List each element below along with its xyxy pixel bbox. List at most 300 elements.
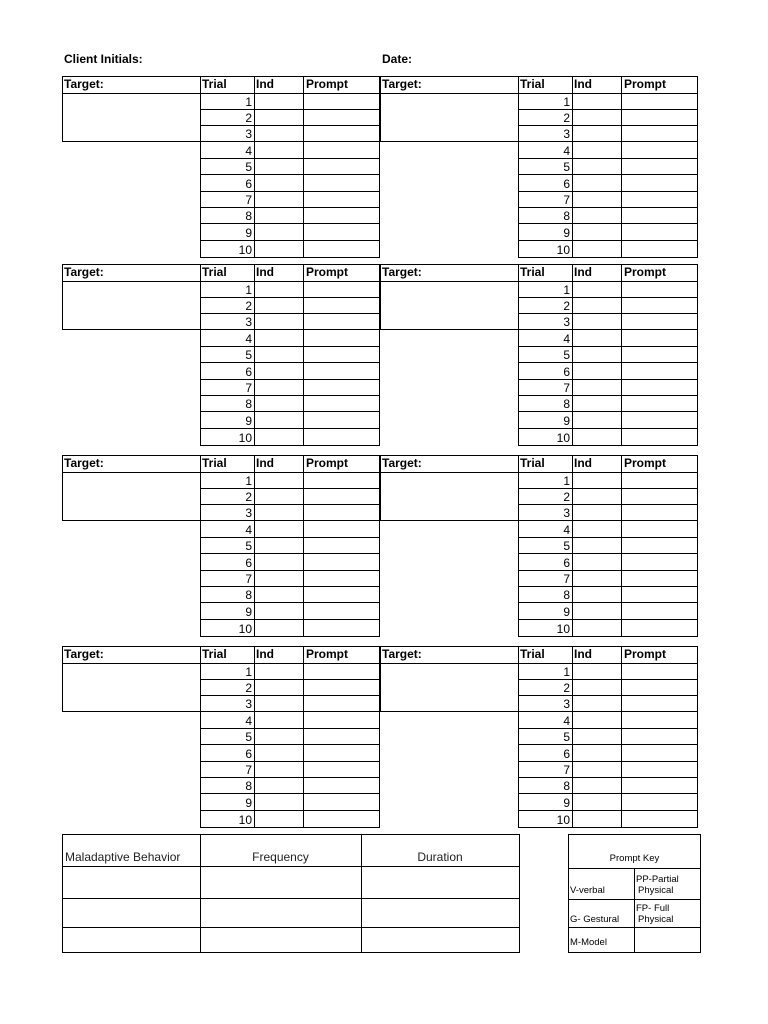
ind-cell[interactable]	[255, 175, 303, 191]
ind-cell[interactable]	[255, 745, 303, 761]
prompt-cell[interactable]	[622, 429, 697, 445]
prompt-cell[interactable]	[622, 538, 697, 553]
ind-cell[interactable]	[255, 380, 303, 395]
prompt-cell[interactable]	[304, 298, 379, 313]
target-input-area[interactable]	[63, 282, 200, 329]
trial-number: 9	[563, 604, 570, 619]
trial-number: 9	[245, 225, 252, 240]
trial-number: 2	[563, 111, 570, 125]
behavior-cell[interactable]	[63, 899, 200, 927]
ind-cell[interactable]	[573, 521, 621, 537]
target-input-area[interactable]	[63, 664, 200, 711]
target-label: Target:	[382, 456, 422, 470]
trial-number: 3	[563, 315, 570, 329]
trial-number: 10	[238, 812, 252, 827]
prompt-cell[interactable]	[304, 412, 379, 428]
prompt-key-gestural: G- Gestural	[570, 914, 620, 925]
trial-number: 5	[245, 160, 252, 174]
prompt-cell[interactable]	[622, 521, 697, 537]
ind-cell[interactable]	[255, 521, 303, 537]
prompt-cell[interactable]	[622, 412, 697, 428]
prompt-header: Prompt	[624, 77, 666, 91]
ind-cell[interactable]	[255, 473, 303, 488]
prompt-cell[interactable]	[304, 175, 379, 191]
ind-cell[interactable]	[573, 208, 621, 223]
ind-cell[interactable]	[255, 347, 303, 362]
prompt-cell[interactable]	[622, 330, 697, 346]
trial-number: 9	[563, 413, 570, 428]
ind-cell[interactable]	[255, 298, 303, 313]
ind-cell[interactable]	[573, 363, 621, 379]
ind-cell[interactable]	[255, 241, 303, 257]
ind-cell[interactable]	[573, 126, 621, 141]
ind-cell[interactable]	[255, 282, 303, 297]
ind-cell[interactable]	[573, 778, 621, 793]
ind-cell[interactable]	[255, 712, 303, 728]
trial-number: 3	[245, 127, 252, 141]
trial-number: 4	[563, 331, 570, 346]
trial-number: 2	[245, 681, 252, 695]
trial-block	[380, 264, 698, 446]
ind-cell[interactable]	[573, 94, 621, 109]
ind-header: Ind	[574, 647, 592, 661]
target-input-area[interactable]	[63, 94, 200, 141]
ind-header: Ind	[574, 265, 592, 279]
frequency-cell[interactable]	[201, 867, 361, 898]
trial-number: 8	[563, 588, 570, 602]
trial-number: 7	[563, 193, 570, 207]
date-label: Date:	[382, 52, 413, 66]
ind-cell[interactable]	[255, 314, 303, 329]
target-label: Target:	[64, 77, 104, 91]
trial-number: 3	[563, 697, 570, 711]
ind-cell[interactable]	[573, 762, 621, 777]
ind-cell[interactable]	[573, 347, 621, 362]
trial-number: 9	[245, 604, 252, 619]
prompt-cell[interactable]	[622, 778, 697, 793]
behavior-cell[interactable]	[63, 928, 200, 952]
trial-header: Trial	[202, 647, 227, 661]
maladaptive-behavior-table	[62, 834, 520, 953]
trial-number: 5	[245, 348, 252, 362]
prompt-cell[interactable]	[622, 762, 697, 777]
prompt-cell[interactable]	[304, 224, 379, 240]
ind-cell[interactable]	[255, 538, 303, 553]
trial-number: 1	[245, 474, 252, 488]
prompt-cell[interactable]	[304, 192, 379, 207]
prompt-cell[interactable]	[304, 429, 379, 445]
prompt-cell[interactable]	[622, 363, 697, 379]
ind-cell[interactable]	[255, 571, 303, 586]
trial-number: 8	[245, 397, 252, 411]
prompt-cell[interactable]	[622, 794, 697, 810]
target-input-area[interactable]	[381, 664, 518, 711]
ind-cell[interactable]	[255, 489, 303, 504]
prompt-cell[interactable]	[304, 505, 379, 520]
prompt-cell[interactable]	[304, 380, 379, 395]
ind-header: Ind	[256, 456, 274, 470]
ind-cell[interactable]	[255, 94, 303, 109]
prompt-header: Prompt	[306, 265, 348, 279]
ind-cell[interactable]	[573, 696, 621, 711]
prompt-header: Prompt	[624, 647, 666, 661]
trial-number: 2	[563, 299, 570, 313]
prompt-cell[interactable]	[622, 489, 697, 504]
prompt-cell[interactable]	[304, 587, 379, 602]
ind-cell[interactable]	[573, 412, 621, 428]
trial-number: 4	[245, 522, 252, 537]
ind-header: Ind	[256, 265, 274, 279]
ind-cell[interactable]	[573, 473, 621, 488]
prompt-cell[interactable]	[622, 571, 697, 586]
prompt-cell[interactable]	[304, 126, 379, 141]
ind-cell[interactable]	[255, 664, 303, 679]
trial-number: 3	[245, 697, 252, 711]
trial-number: 6	[245, 746, 252, 761]
ind-header: Ind	[574, 77, 592, 91]
ind-cell[interactable]	[573, 712, 621, 728]
ind-header: Ind	[256, 647, 274, 661]
trial-number: 5	[245, 539, 252, 553]
prompt-cell[interactable]	[304, 620, 379, 636]
prompt-key-partial-physical-2: Physical	[638, 885, 674, 896]
target-input-area[interactable]	[381, 94, 518, 141]
ind-cell[interactable]	[255, 330, 303, 346]
ind-cell[interactable]	[573, 192, 621, 207]
target-input-area[interactable]	[63, 473, 200, 520]
prompt-cell[interactable]	[304, 729, 379, 744]
prompt-key-verbal: V-verbal	[570, 885, 605, 896]
ind-cell[interactable]	[573, 175, 621, 191]
ind-header: Ind	[574, 456, 592, 470]
trial-header: Trial	[520, 456, 545, 470]
ind-cell[interactable]	[573, 380, 621, 395]
prompt-cell[interactable]	[304, 571, 379, 586]
trial-block	[62, 646, 380, 828]
ind-cell[interactable]	[573, 571, 621, 586]
trial-number: 5	[563, 539, 570, 553]
ind-cell[interactable]	[573, 794, 621, 810]
ind-cell[interactable]	[573, 224, 621, 240]
trial-header: Trial	[202, 265, 227, 279]
prompt-cell[interactable]	[622, 603, 697, 619]
prompt-cell[interactable]	[622, 380, 697, 395]
prompt-cell[interactable]	[304, 538, 379, 553]
ind-cell[interactable]	[255, 396, 303, 411]
trial-number: 9	[563, 795, 570, 810]
ind-cell[interactable]	[573, 505, 621, 520]
prompt-cell[interactable]	[304, 794, 379, 810]
prompt-header: Prompt	[306, 77, 348, 91]
trial-number: 1	[563, 95, 570, 109]
prompt-cell[interactable]	[622, 159, 697, 174]
prompt-cell[interactable]	[622, 505, 697, 520]
trial-number: 10	[238, 621, 252, 636]
trial-number: 6	[563, 555, 570, 570]
trial-number: 1	[563, 283, 570, 297]
prompt-key-full-physical-2: Physical	[638, 914, 674, 925]
prompt-cell[interactable]	[622, 241, 697, 257]
prompt-cell[interactable]	[622, 680, 697, 695]
trial-number: 5	[563, 348, 570, 362]
prompt-cell[interactable]	[622, 664, 697, 679]
ind-cell[interactable]	[255, 208, 303, 223]
prompt-cell[interactable]	[304, 745, 379, 761]
ind-cell[interactable]	[573, 489, 621, 504]
prompt-cell[interactable]	[622, 94, 697, 109]
prompt-cell[interactable]	[304, 778, 379, 793]
ind-cell[interactable]	[573, 680, 621, 695]
prompt-cell[interactable]	[304, 489, 379, 504]
ind-cell[interactable]	[255, 412, 303, 428]
prompt-cell[interactable]	[622, 126, 697, 141]
trial-number: 7	[245, 381, 252, 395]
prompt-header: Prompt	[306, 456, 348, 470]
prompt-cell[interactable]	[622, 696, 697, 711]
trial-number: 1	[245, 665, 252, 679]
prompt-cell[interactable]	[622, 745, 697, 761]
ind-cell[interactable]	[573, 298, 621, 313]
trial-block	[62, 264, 380, 446]
trial-number: 6	[245, 176, 252, 191]
trial-number: 5	[245, 730, 252, 744]
prompt-cell[interactable]	[622, 175, 697, 191]
trial-number: 2	[563, 490, 570, 504]
trial-number: 4	[563, 713, 570, 728]
ind-cell[interactable]	[255, 729, 303, 744]
ind-cell[interactable]	[255, 696, 303, 711]
trial-number: 6	[563, 364, 570, 379]
prompt-cell[interactable]	[304, 347, 379, 362]
trial-number: 9	[563, 225, 570, 240]
prompt-cell[interactable]	[622, 473, 697, 488]
ind-header: Ind	[256, 77, 274, 91]
duration-header: Duration	[417, 850, 463, 864]
prompt-cell[interactable]	[304, 159, 379, 174]
target-label: Target:	[64, 647, 104, 661]
target-input-area[interactable]	[381, 473, 518, 520]
ind-cell[interactable]	[255, 142, 303, 158]
trial-number: 1	[563, 665, 570, 679]
prompt-cell[interactable]	[304, 208, 379, 223]
prompt-key-full-physical-1: FP- Full	[636, 903, 670, 914]
target-input-area[interactable]	[381, 282, 518, 329]
trial-block	[62, 76, 380, 258]
trial-header: Trial	[520, 265, 545, 279]
ind-cell[interactable]	[573, 587, 621, 602]
trial-number: 8	[245, 779, 252, 793]
prompt-cell[interactable]	[304, 696, 379, 711]
trial-number: 2	[245, 490, 252, 504]
behavior-cell[interactable]	[63, 867, 200, 898]
trial-number: 2	[563, 681, 570, 695]
prompt-cell[interactable]	[622, 142, 697, 158]
trial-block	[380, 455, 698, 637]
ind-cell[interactable]	[573, 330, 621, 346]
prompt-cell[interactable]	[622, 347, 697, 362]
trial-number: 5	[563, 160, 570, 174]
duration-cell[interactable]	[362, 867, 519, 898]
prompt-cell[interactable]	[622, 110, 697, 125]
prompt-cell[interactable]	[304, 142, 379, 158]
ind-cell[interactable]	[573, 159, 621, 174]
trial-number: 8	[563, 779, 570, 793]
prompt-cell[interactable]	[304, 282, 379, 297]
prompt-cell[interactable]	[304, 473, 379, 488]
prompt-cell[interactable]	[304, 811, 379, 827]
prompt-cell[interactable]	[304, 603, 379, 619]
ind-cell[interactable]	[573, 729, 621, 744]
target-label: Target:	[64, 456, 104, 470]
prompt-cell[interactable]	[304, 664, 379, 679]
prompt-cell[interactable]	[622, 620, 697, 636]
trial-number: 9	[245, 413, 252, 428]
trial-number: 6	[563, 176, 570, 191]
prompt-cell[interactable]	[304, 314, 379, 329]
trial-number: 1	[245, 95, 252, 109]
trial-number: 3	[563, 127, 570, 141]
trial-number: 10	[556, 242, 570, 257]
trial-number: 6	[245, 364, 252, 379]
trial-header: Trial	[520, 647, 545, 661]
trial-block	[380, 646, 698, 828]
prompt-cell[interactable]	[304, 110, 379, 125]
trial-number: 1	[245, 283, 252, 297]
ind-cell[interactable]	[255, 762, 303, 777]
trial-number: 6	[245, 555, 252, 570]
prompt-cell[interactable]	[304, 396, 379, 411]
trial-number: 4	[563, 143, 570, 158]
trial-number: 3	[245, 506, 252, 520]
ind-cell[interactable]	[573, 282, 621, 297]
prompt-key-model: M-Model	[570, 937, 607, 948]
trial-number: 4	[563, 522, 570, 537]
ind-cell[interactable]	[573, 620, 621, 636]
duration-cell[interactable]	[362, 899, 519, 927]
prompt-cell[interactable]	[622, 587, 697, 602]
ind-cell[interactable]	[255, 680, 303, 695]
trial-number: 10	[238, 430, 252, 445]
trial-number: 10	[556, 621, 570, 636]
trial-number: 7	[563, 763, 570, 777]
frequency-cell[interactable]	[201, 899, 361, 927]
ind-cell[interactable]	[573, 429, 621, 445]
ind-cell[interactable]	[573, 110, 621, 125]
ind-cell[interactable]	[255, 224, 303, 240]
ind-cell[interactable]	[255, 159, 303, 174]
prompt-cell[interactable]	[622, 224, 697, 240]
trial-number: 8	[245, 588, 252, 602]
ind-cell[interactable]	[255, 505, 303, 520]
prompt-cell[interactable]	[622, 729, 697, 744]
prompt-key-title: Prompt Key	[609, 853, 660, 864]
trial-block	[380, 76, 698, 258]
prompt-cell[interactable]	[304, 330, 379, 346]
frequency-cell[interactable]	[201, 928, 361, 952]
prompt-cell[interactable]	[622, 282, 697, 297]
prompt-cell[interactable]	[622, 314, 697, 329]
trial-number: 7	[563, 381, 570, 395]
ind-cell[interactable]	[255, 126, 303, 141]
trial-number: 3	[245, 315, 252, 329]
prompt-key-partial-physical-1: PP-Partial	[636, 874, 679, 885]
trial-number: 4	[245, 713, 252, 728]
ind-cell[interactable]	[573, 241, 621, 257]
trial-number: 3	[563, 506, 570, 520]
trial-number: 8	[563, 209, 570, 223]
ind-cell[interactable]	[255, 587, 303, 602]
ind-cell[interactable]	[573, 603, 621, 619]
ind-cell[interactable]	[255, 811, 303, 827]
duration-cell[interactable]	[362, 928, 519, 952]
prompt-cell[interactable]	[622, 208, 697, 223]
ind-cell[interactable]	[573, 314, 621, 329]
target-label: Target:	[382, 77, 422, 91]
trial-number: 2	[245, 111, 252, 125]
prompt-cell[interactable]	[304, 712, 379, 728]
ind-cell[interactable]	[255, 192, 303, 207]
ind-cell[interactable]	[255, 778, 303, 793]
trial-header: Trial	[520, 77, 545, 91]
trial-number: 9	[245, 795, 252, 810]
trial-number: 7	[245, 193, 252, 207]
target-label: Target:	[382, 647, 422, 661]
trial-header: Trial	[202, 77, 227, 91]
trial-number: 7	[245, 763, 252, 777]
prompt-cell[interactable]	[304, 521, 379, 537]
trial-number: 8	[563, 397, 570, 411]
prompt-cell[interactable]	[304, 363, 379, 379]
ind-cell[interactable]	[255, 794, 303, 810]
prompt-cell[interactable]	[622, 298, 697, 313]
prompt-cell[interactable]	[622, 712, 697, 728]
prompt-header: Prompt	[624, 265, 666, 279]
prompt-cell[interactable]	[622, 192, 697, 207]
prompt-cell[interactable]	[304, 762, 379, 777]
prompt-cell[interactable]	[304, 94, 379, 109]
trial-number: 10	[556, 812, 570, 827]
trial-header: Trial	[202, 456, 227, 470]
trial-number: 6	[563, 746, 570, 761]
ind-cell[interactable]	[255, 603, 303, 619]
ind-cell[interactable]	[255, 429, 303, 445]
trial-number: 1	[563, 474, 570, 488]
ind-cell[interactable]	[573, 664, 621, 679]
ind-cell[interactable]	[573, 142, 621, 158]
prompt-cell[interactable]	[304, 241, 379, 257]
trial-number: 10	[556, 430, 570, 445]
ind-cell[interactable]	[255, 620, 303, 636]
prompt-cell[interactable]	[304, 554, 379, 570]
prompt-header: Prompt	[624, 456, 666, 470]
ind-cell[interactable]	[573, 745, 621, 761]
ind-cell[interactable]	[573, 554, 621, 570]
frequency-header: Frequency	[252, 850, 309, 864]
ind-cell[interactable]	[573, 538, 621, 553]
prompt-key-table	[568, 834, 701, 953]
prompt-cell[interactable]	[622, 396, 697, 411]
prompt-cell[interactable]	[304, 680, 379, 695]
prompt-cell[interactable]	[622, 554, 697, 570]
prompt-cell[interactable]	[622, 811, 697, 827]
ind-cell[interactable]	[255, 554, 303, 570]
ind-cell[interactable]	[255, 363, 303, 379]
ind-cell[interactable]	[255, 110, 303, 125]
ind-cell[interactable]	[573, 396, 621, 411]
client-initials-label: Client Initials:	[64, 52, 143, 66]
ind-cell[interactable]	[573, 811, 621, 827]
trial-block	[62, 455, 380, 637]
